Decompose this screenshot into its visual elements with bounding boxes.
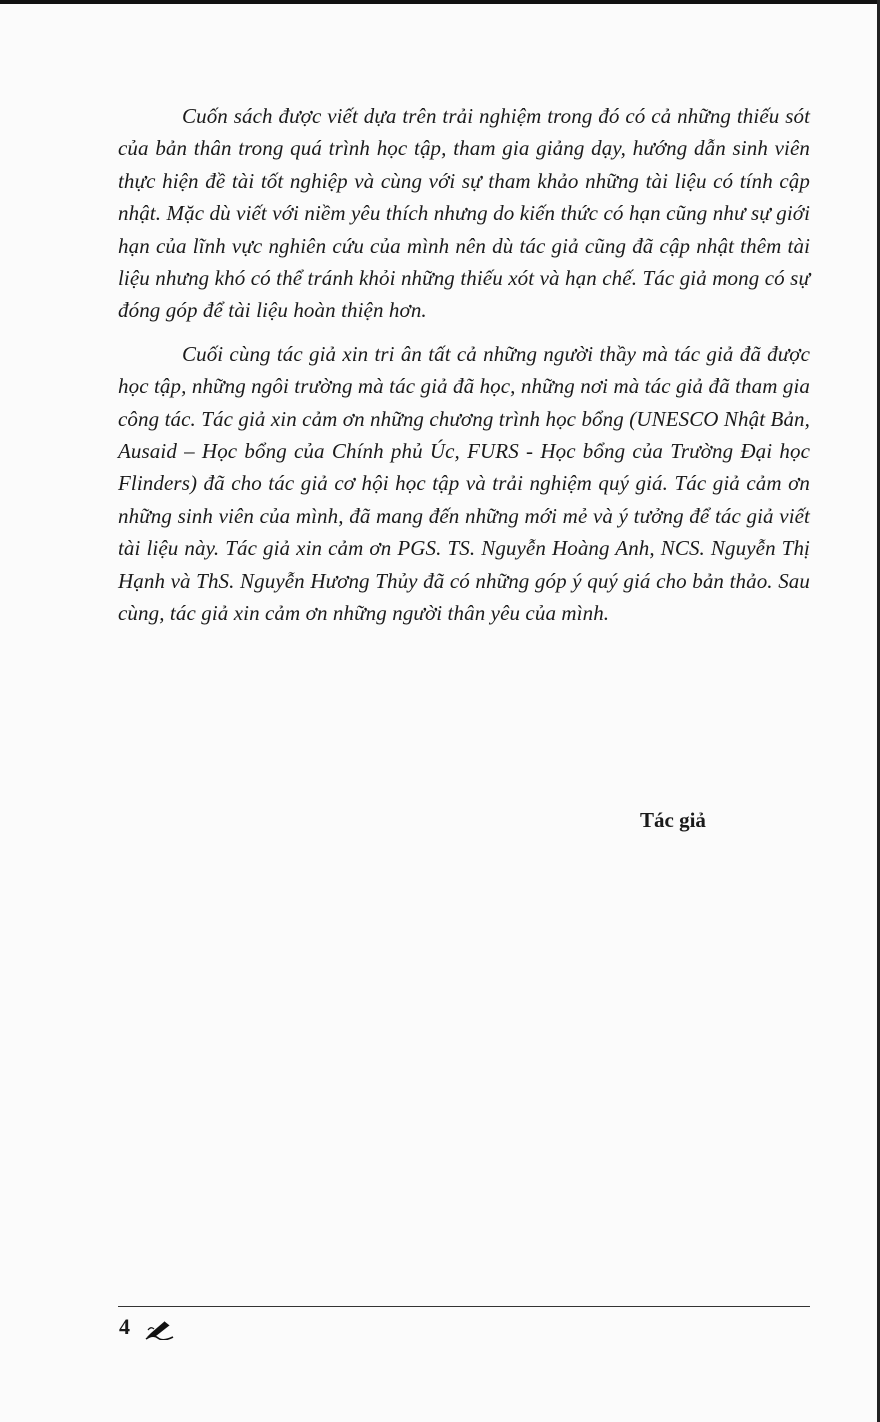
pen-writing-icon (145, 1318, 175, 1340)
author-signature: Tác giả (640, 808, 706, 832)
paragraph-1: Cuốn sách được viết dựa trên trải nghiệm trong đó có cả những thiếu sót của bản thân trong quá trình học tập, tham gia giảng dạy, hướng dẫn sinh viên thực hiện đề tài tốt nghiệp và cùng với sự tham khảo những tài liệu có tính cập nhật. Mặc dù viết với niềm yêu thích nhưng do kiến thức có hạn cũng như sự giới hạn của lĩnh vực nghiên cứu của mình nên dù tác giả cũng đã cập nhật thêm tài liệu nhưng khó có thể tránh khỏi những thiếu xót và hạn chế. Tác giả mong có sự đóng góp để tài liệu hoàn thiện hơn. (118, 104, 810, 323)
paragraph-2: Cuối cùng tác giả xin tri ân tất cả những người thầy mà tác giả đã được học tập, những ngôi trường mà tác giả đã học, những nơi mà tác giả đã tham gia công tác. Tác giả xin cảm ơn những chương trình học bổng (UNESCO Nhật Bản, Ausaid – Học bổng của Chính phủ Úc, FURS - Học bổng của Trường Đại học Flinders) đã cho tác giả cơ hội học tập và trải nghiệm quý giá. Tác giả cảm ơn những sinh viên của mình, đã mang đến những mới mẻ và ý tưởng để tác giả viết tài liệu này. Tác giả xin cảm ơn PGS. TS. Nguyễn Hoàng Anh, NCS. Nguyễn Thị Hạnh và ThS. Nguyễn Hương Thủy đã có những góp ý quý giá cho bản thảo. Sau cùng, tác giả xin cảm ơn những người thân yêu của mình. (118, 341, 810, 626)
page-body (118, 100, 810, 630)
page-top-edge (0, 0, 880, 4)
footer-divider (118, 1306, 810, 1307)
page-number: 4 (119, 1314, 130, 1339)
